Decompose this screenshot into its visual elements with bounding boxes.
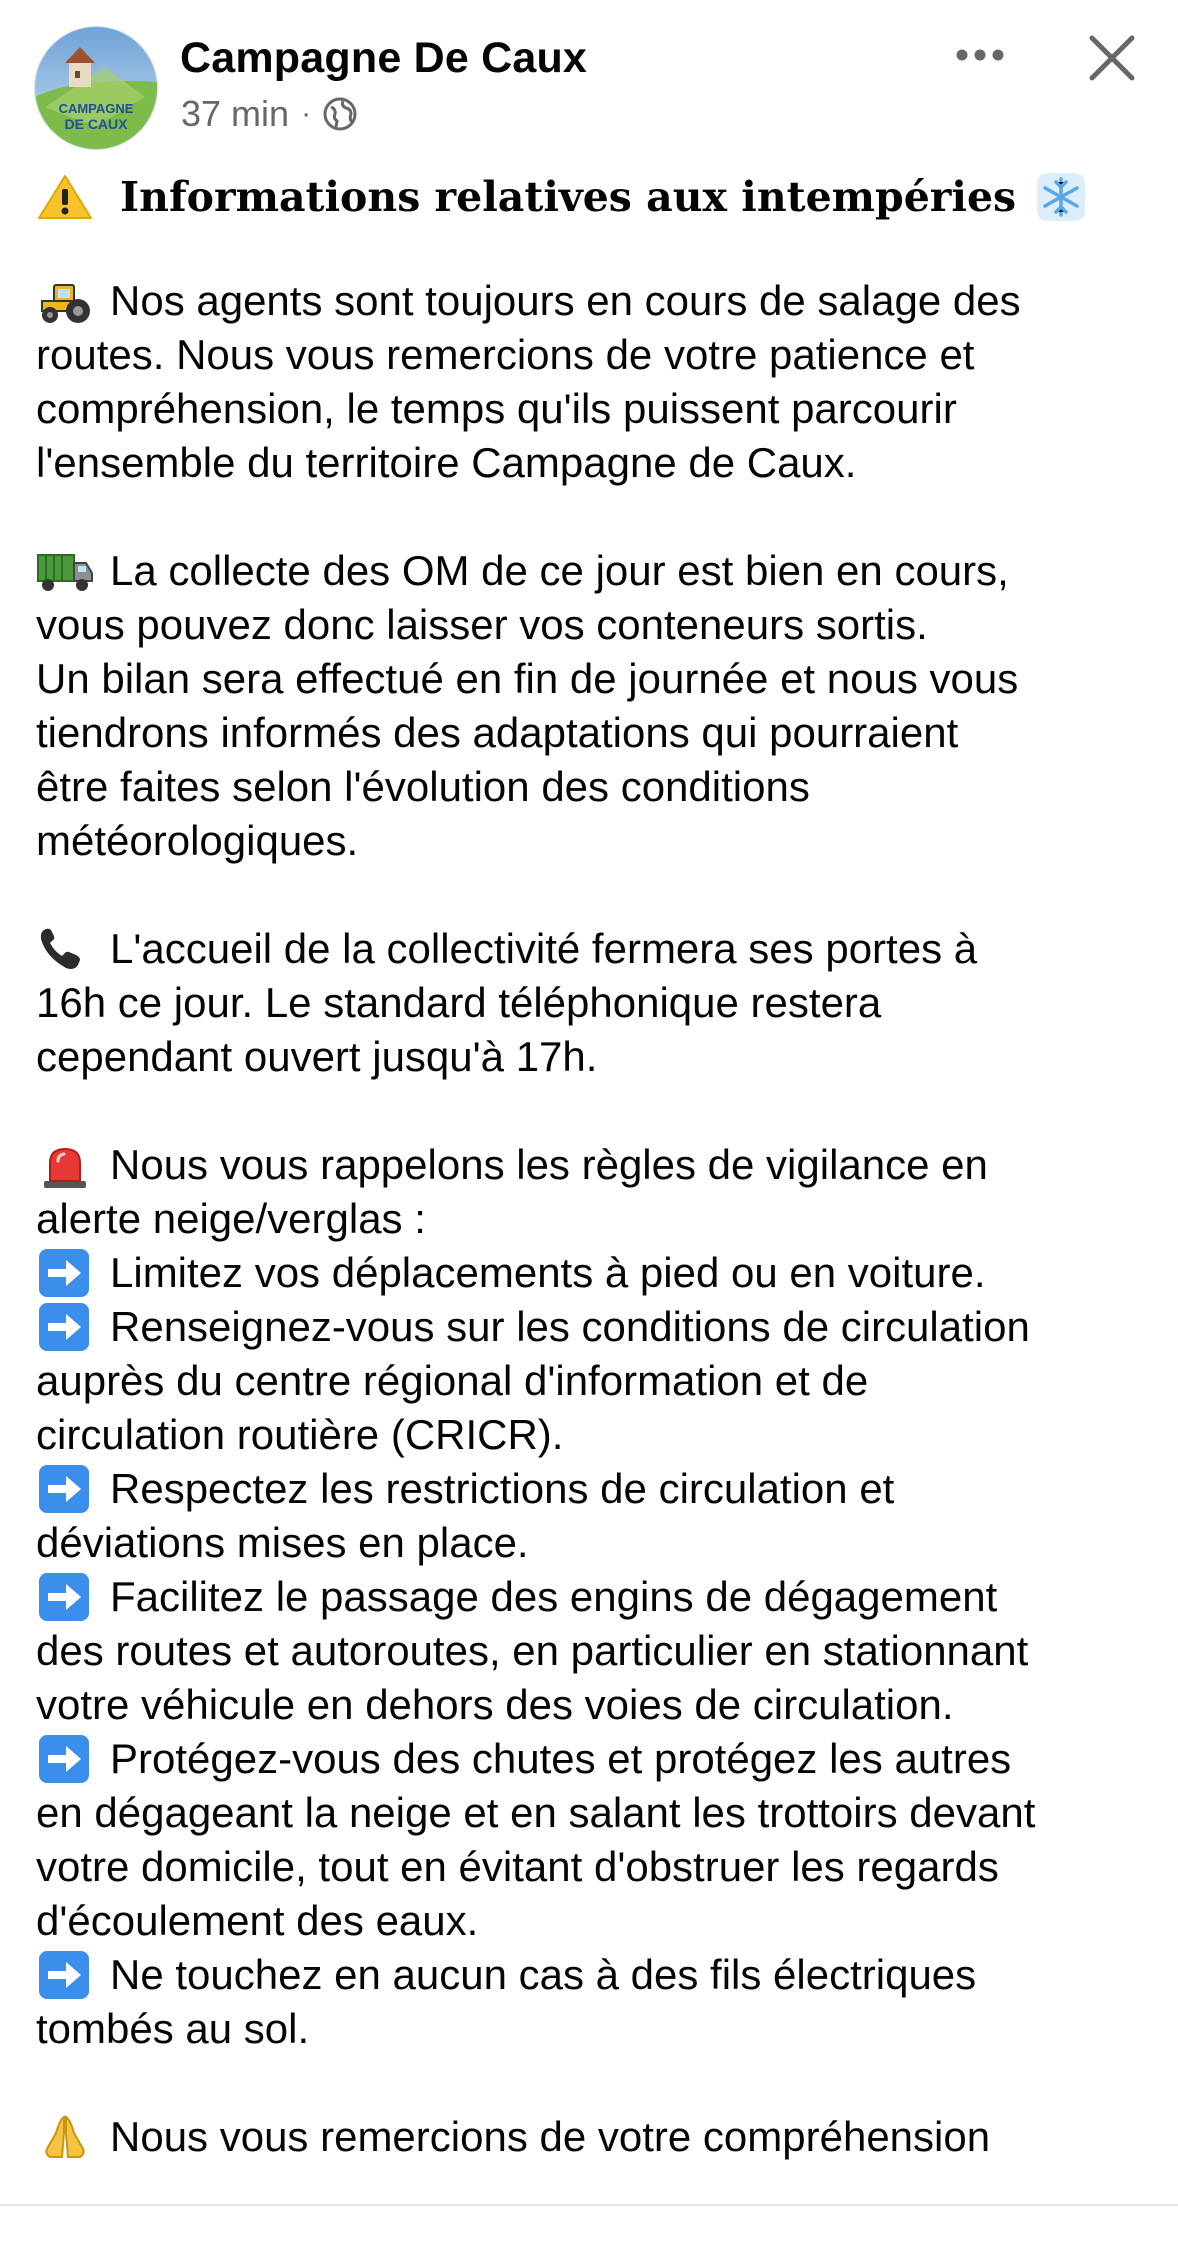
text-line-content: La collecte des OM de ce jour est bien en cours, (110, 547, 1009, 594)
text-line-content: L'accueil de la collectivité fermera ses portes à (110, 925, 978, 972)
text-line: être faites selon l'évolution des conditions (36, 763, 810, 810)
arrow-right-icon (36, 1951, 94, 1999)
text-line: circulation routière (CRICR). (36, 1411, 564, 1458)
page-name[interactable]: Campagne De Caux (180, 34, 588, 82)
text-line-content: Nous vous remercions de votre compréhension (110, 2113, 991, 2160)
post-title: Informations relatives aux intempéries (120, 173, 1017, 221)
text-line (36, 1300, 1156, 1354)
post-body (36, 166, 1156, 2218)
text-line (36, 1246, 1156, 1300)
text-line-content: Nos agents sont toujours en cours de salage des (110, 277, 1021, 324)
globe-icon[interactable] (321, 95, 359, 133)
telephone-icon (36, 925, 94, 973)
text-line: des routes et autoroutes, en particulier en stationnant (36, 1627, 1029, 1674)
arrow-right-icon (36, 1303, 94, 1351)
folded-hands-icon (36, 2113, 94, 2161)
snowflake-icon (1032, 173, 1090, 221)
text-line (36, 1462, 1156, 1516)
arrow-right-icon (36, 1735, 94, 1783)
text-line: votre domicile, tout en évitant d'obstruer les regards (36, 1843, 999, 1890)
paragraph-reception (36, 922, 1156, 1084)
text-line-content: Facilitez le passage des engins de dégagement (110, 1573, 998, 1620)
text-line: alerte neige/verglas : (36, 1195, 426, 1242)
text-line (36, 1138, 1156, 1192)
text-line: en dégageant la neige et en salant les trottoirs devant (36, 1789, 1036, 1836)
text-line: compréhension, le temps qu'ils puissent parcourir (36, 385, 957, 432)
text-line (36, 544, 1156, 598)
text-line (36, 2110, 1156, 2164)
paragraph-thanks (36, 2110, 1156, 2164)
post-title-line (36, 166, 1156, 228)
paragraph-vigilance (36, 1138, 1156, 2056)
siren-icon (36, 1141, 94, 1189)
text-line: l'ensemble du territoire Campagne de Caux. (36, 439, 857, 486)
text-line-content: Protégez-vous des chutes et protégez les autres (110, 1735, 1012, 1782)
warning-icon (36, 173, 94, 221)
time-ago[interactable]: 37 min (181, 93, 290, 134)
text-line: déviations mises en place. (36, 1519, 529, 1566)
text-line: météorologiques. (36, 817, 359, 864)
truck-icon (36, 547, 94, 595)
text-line-content: Limitez vos déplacements à pied ou en voiture. (110, 1249, 986, 1296)
text-line: vous pouvez donc laisser vos conteneurs sortis. (36, 601, 928, 648)
text-line: auprès du centre régional d'information et de (36, 1357, 869, 1404)
text-line-content: Respectez les restrictions de circulation et (110, 1465, 895, 1512)
text-line (36, 1948, 1156, 2002)
more-horizontal-icon[interactable] (950, 30, 1010, 80)
arrow-right-icon (36, 1249, 94, 1297)
text-line (36, 274, 1156, 328)
meta-separator: · (301, 97, 312, 130)
text-line (36, 1732, 1156, 1786)
tractor-icon (36, 277, 94, 325)
text-line: Un bilan sera effectué en fin de journée et nous vous (36, 655, 1019, 702)
arrow-right-icon (36, 1573, 94, 1621)
paragraph-salting (36, 274, 1156, 490)
paragraph-collection (36, 544, 1156, 868)
avatar-text-top: CAMPAGNE (58, 101, 134, 116)
text-line (36, 1570, 1156, 1624)
text-line-content: Nous vous rappelons les règles de vigilance en (110, 1141, 988, 1188)
text-line-content: Renseignez-vous sur les conditions de circulation (110, 1303, 1030, 1350)
post-meta (181, 93, 359, 135)
text-line: 16h ce jour. Le standard téléphonique restera (36, 979, 882, 1026)
post-header (0, 0, 1178, 160)
avatar[interactable] (34, 26, 158, 150)
avatar-text-bottom: DE CAUX (64, 116, 128, 132)
arrow-right-icon (36, 1465, 94, 1513)
text-line: routes. Nous vous remercions de votre patience et (36, 331, 975, 378)
text-line: d'écoulement des eaux. (36, 1897, 479, 1944)
text-line: cependant ouvert jusqu'à 17h. (36, 1033, 598, 1080)
text-line: tombés au sol. (36, 2005, 310, 2052)
text-line (36, 922, 1156, 976)
text-line: tiendrons informés des adaptations qui pourraient (36, 709, 959, 756)
close-icon[interactable] (1082, 28, 1142, 88)
divider (0, 2204, 1178, 2206)
text-line: votre véhicule en dehors des voies de circulation. (36, 1681, 954, 1728)
text-line-content: Ne touchez en aucun cas à des fils électriques (110, 1951, 977, 1998)
